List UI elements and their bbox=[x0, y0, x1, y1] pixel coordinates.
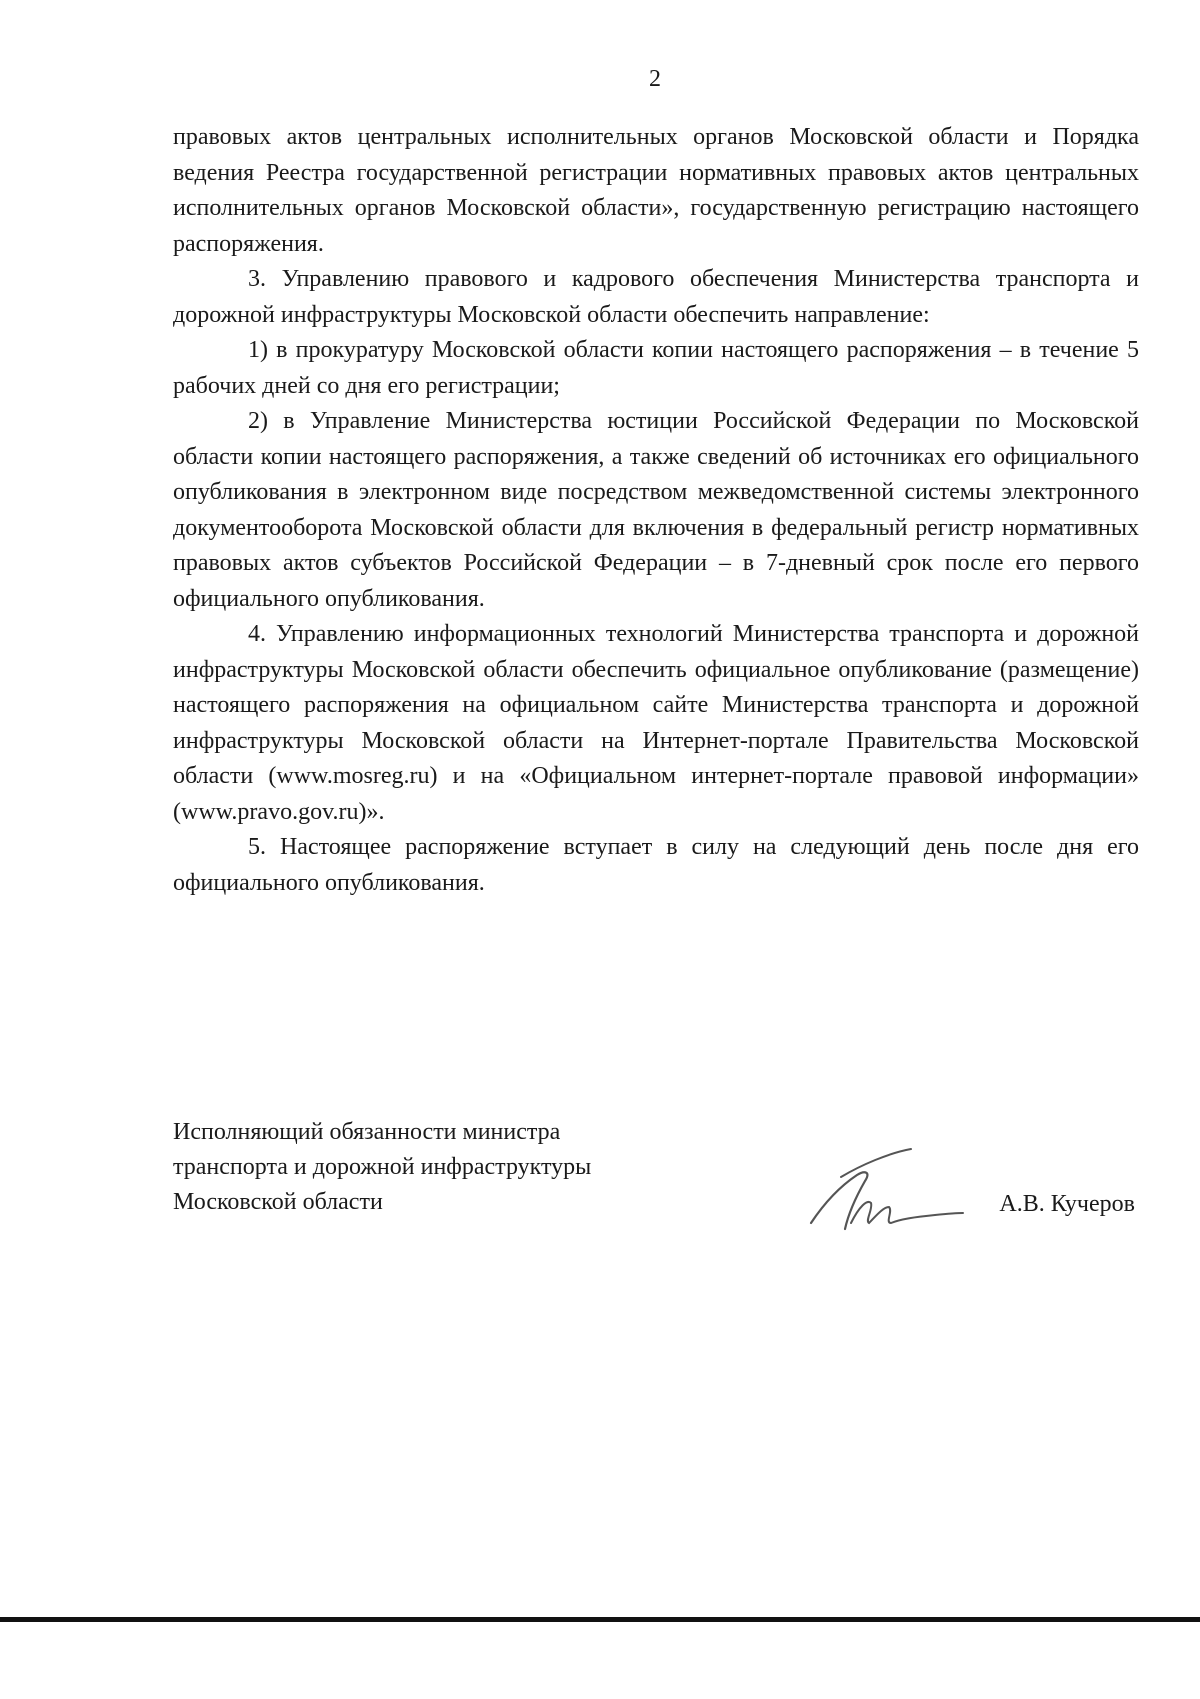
bottom-border-line bbox=[0, 1617, 1200, 1622]
paragraph-item-3: 3. Управлению правового и кадрового обеспечения Министерства транспорта и дорожной инфраструктуры Московской области обеспечить направление: bbox=[173, 266, 1139, 328]
handwritten-signature bbox=[805, 1147, 965, 1247]
paragraph-item-5: 5. Настоящее распоряжение вступает в силу на следующий день после дня его официального опубликования. bbox=[173, 834, 1139, 896]
paragraph-subitem-1: 1) в прокуратуру Московской области копии настоящего распоряжения – в течение 5 рабочих дней со дня его регистрации; bbox=[173, 337, 1139, 399]
paragraph-subitem-2: 2) в Управление Министерства юстиции Российской Федерации по Московской области копии настоящего распоряжения, а также сведений об источниках его официального опубликования в электронном виде посредством межведомственной системы электронного документооборота Московской области для включения в федеральный регистр нормативных правовых актов субъектов Российской Федерации – в 7-дневный срок после его первого официального опубликования. bbox=[173, 408, 1139, 612]
signer-name: А.В. Кучеров bbox=[999, 1191, 1135, 1217]
signer-position bbox=[173, 1115, 693, 1220]
paragraph-item-4: 4. Управлению информационных технологий Министерства транспорта и дорожной инфраструктуры Московской области обеспечить официальное опубликование (размещение) настоящего распоряжения на официальном сайте Министерства транспорта и дорожной инфраструктуры Московской области на Интернет-портале Правительства Московской области (www.mosreg.ru) и на «Официальном интернет-портале правовой информации» (www.pravo.gov.ru)». bbox=[173, 621, 1139, 825]
signer-position-line: Московской области bbox=[173, 1189, 383, 1215]
document-body bbox=[173, 120, 1139, 901]
signer-position-line: Исполняющий обязанности министра bbox=[173, 1119, 561, 1145]
page-number: 2 bbox=[649, 66, 661, 92]
signature-block bbox=[173, 1115, 1139, 1235]
signer-position-line: транспорта и дорожной инфраструктуры bbox=[173, 1154, 592, 1180]
paragraph-continuation: правовых актов центральных исполнительных органов Московской области и Порядка ведения Реестра государственной регистрации нормативных правовых актов центральных исполнительных органов Московской области», государственную регистрацию настоящего распоряжения. bbox=[173, 124, 1139, 257]
